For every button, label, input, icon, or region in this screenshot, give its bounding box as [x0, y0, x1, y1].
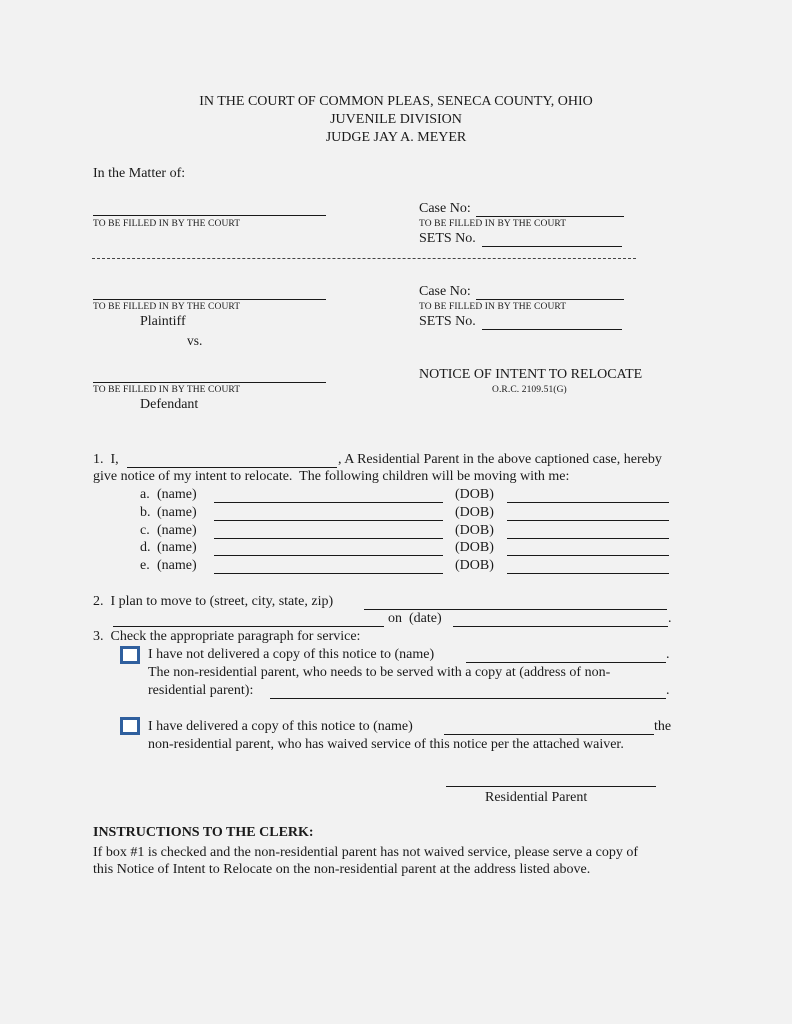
option2-name-field[interactable] [444, 719, 654, 735]
option1-line2: The non-residential parent, who needs to be served with a copy at (address of non- [148, 665, 611, 680]
defendant-field[interactable] [93, 367, 326, 383]
court-header-line3: JUDGE JAY A. MEYER [325, 130, 467, 145]
child-letter: e. [140, 558, 150, 573]
item3-text: 3. Check the appropriate paragraph for service: [93, 629, 361, 644]
case-no-field[interactable] [476, 201, 624, 217]
child-dob-field[interactable] [507, 487, 669, 503]
case-no-field[interactable] [476, 284, 624, 300]
new-address-line2-field[interactable] [113, 611, 384, 627]
court-header-line1: IN THE COURT OF COMMON PLEAS, SENECA COUNTY, OHIO [199, 94, 593, 109]
child-name-label: (name) [157, 558, 197, 573]
option1-address-field[interactable] [270, 683, 666, 699]
sets-no-label: SETS No. [419, 314, 476, 329]
court-fill-note: TO BE FILLED IN BY THE COURT [93, 385, 241, 395]
option2-the: the [654, 719, 672, 734]
child-dob-field[interactable] [507, 523, 669, 539]
service-not-delivered-checkbox[interactable] [120, 646, 140, 664]
child-dob-label: (DOB) [455, 523, 494, 538]
period: . [666, 683, 670, 698]
move-date-field[interactable] [453, 611, 668, 627]
defendant-label: Defendant [140, 397, 199, 412]
child-dob-field[interactable] [507, 505, 669, 521]
new-address-field[interactable] [364, 594, 667, 610]
divider [92, 258, 636, 259]
child-name-field[interactable] [214, 523, 443, 539]
option1-line1: I have not delivered a copy of this notice to (name) [148, 647, 435, 662]
on-date-label: on (date) [388, 611, 442, 626]
child-dob-label: (DOB) [455, 487, 494, 502]
option2-line1: I have delivered a copy of this notice to (name) [148, 719, 413, 734]
item1-suffix: , A Residential Parent in the above captioned case, hereby [338, 452, 662, 467]
child-name-label: (name) [157, 487, 197, 502]
option2-line2: non-residential parent, who has waived service of this notice per the attached waiver. [148, 737, 624, 752]
child-dob-label: (DOB) [455, 505, 494, 520]
item1-line2: give notice of my intent to relocate. The following children will be moving with me: [93, 469, 570, 484]
option1-line3: residential parent): [148, 683, 254, 698]
notice-ref: O.R.C. 2109.51(G) [492, 385, 567, 395]
child-letter: c. [140, 523, 150, 538]
signature-field[interactable] [446, 771, 656, 787]
plaintiff-label: Plaintiff [140, 314, 186, 329]
child-name-field[interactable] [214, 505, 443, 521]
child-name-field[interactable] [214, 487, 443, 503]
child-letter: b. [140, 505, 151, 520]
plaintiff-field[interactable] [93, 284, 326, 300]
item1-prefix: 1. I, [93, 452, 119, 467]
period: . [666, 647, 670, 662]
period: . [668, 611, 672, 626]
vs-label: vs. [187, 333, 203, 348]
sets-no-field[interactable] [482, 314, 622, 330]
child-letter: d. [140, 540, 151, 555]
court-fill-note: TO BE FILLED IN BY THE COURT [419, 302, 567, 312]
court-fill-note: TO BE FILLED IN BY THE COURT [93, 302, 241, 312]
court-header-line2: JUVENILE DIVISION [330, 112, 462, 127]
child-dob-field[interactable] [507, 540, 669, 556]
child-name-label: (name) [157, 523, 197, 538]
signature-label: Residential Parent [485, 790, 588, 805]
instructions-line1: If box #1 is checked and the non-residential parent has not waived service, please serve a copy of [93, 845, 639, 860]
option1-name-field[interactable] [466, 647, 666, 663]
sets-no-label: SETS No. [419, 231, 476, 246]
child-name-label: (name) [157, 540, 197, 555]
notice-title: NOTICE OF INTENT TO RELOCATE [419, 367, 643, 382]
child-name-field[interactable] [214, 540, 443, 556]
case-no-label: Case No: [419, 284, 471, 299]
item2-text: 2. I plan to move to (street, city, state, zip) [93, 594, 334, 609]
court-fill-note: TO BE FILLED IN BY THE COURT [419, 219, 567, 229]
child-dob-label: (DOB) [455, 540, 494, 555]
child-dob-field[interactable] [507, 558, 669, 574]
sets-no-field[interactable] [482, 231, 622, 247]
child-name-label: (name) [157, 505, 197, 520]
child-name-field[interactable] [214, 558, 443, 574]
child-dob-label: (DOB) [455, 558, 494, 573]
parent-name-field[interactable] [127, 452, 337, 468]
case-no-label: Case No: [419, 201, 471, 216]
matter-label: In the Matter of: [93, 166, 186, 181]
instructions-title: INSTRUCTIONS TO THE CLERK: [93, 825, 314, 840]
instructions-line2: this Notice of Intent to Relocate on the non-residential parent at the address listed above. [93, 862, 591, 877]
court-fill-note: TO BE FILLED IN BY THE COURT [93, 219, 241, 229]
child-letter: a. [140, 487, 150, 502]
service-delivered-checkbox[interactable] [120, 717, 140, 735]
matter-field[interactable] [93, 200, 326, 216]
